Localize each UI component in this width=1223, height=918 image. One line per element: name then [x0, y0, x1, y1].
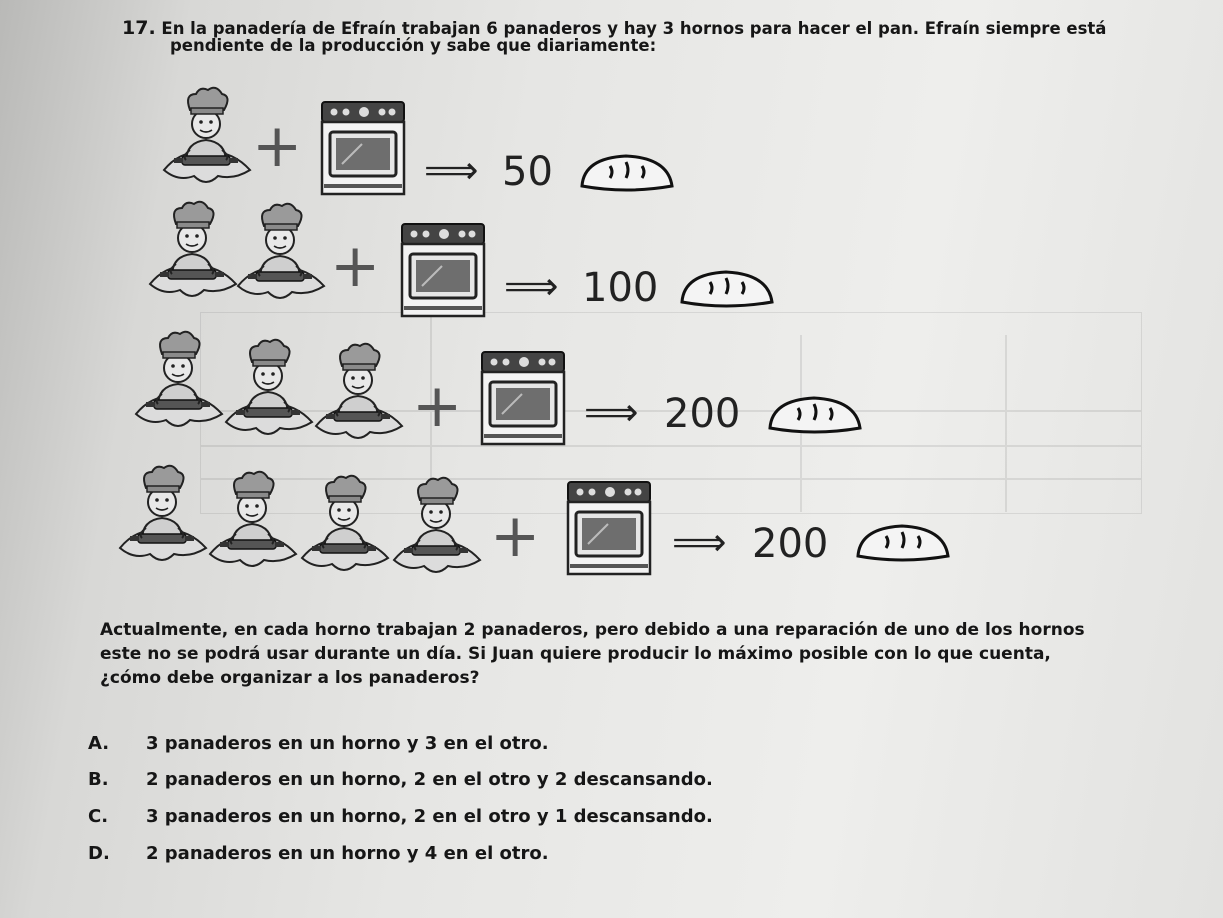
implies-arrow: ⟹ [424, 148, 479, 192]
bread-icon [676, 266, 776, 310]
bread-quantity: 100 [582, 265, 659, 311]
bread-quantity: 200 [752, 521, 829, 567]
implies-arrow: ⟹ [584, 390, 639, 434]
bread-icon [764, 392, 864, 436]
baker-icon [146, 198, 238, 308]
plus-sign: + [252, 111, 303, 181]
baker-icon [160, 84, 252, 194]
question-line-1: En la panadería de Efraín trabajan 6 panaderos y hay 3 hornos para hacer el pan. Efraín siempre está [161, 19, 1107, 38]
option-text: 2 panaderos en un horno, 2 en el otro y 2 descansando. [146, 769, 713, 790]
option-letter: B. [88, 769, 109, 790]
option-letter: D. [88, 843, 110, 864]
statement-line-2: este no se podrá usar durante un día. Si Juan quiere producir lo máximo posible con lo que cuenta, [100, 644, 1051, 664]
baker-icon [222, 336, 314, 446]
implies-arrow: ⟹ [504, 264, 559, 308]
problem-statement [100, 618, 1180, 690]
oven-icon [318, 98, 408, 198]
baker-icon [132, 328, 224, 438]
question-text [122, 17, 1112, 55]
bread-icon [576, 150, 676, 194]
option-letter: A. [88, 733, 110, 754]
plus-sign: + [490, 501, 541, 571]
option-text: 2 panaderos en un horno y 4 en el otro. [146, 843, 549, 864]
statement-line-1: Actualmente, en cada horno trabajan 2 panaderos, pero debido a una reparación de uno de los hornos [100, 620, 1085, 640]
option-a[interactable] [88, 733, 549, 755]
option-text: 3 panaderos en un horno y 3 en el otro. [146, 733, 549, 754]
implies-arrow: ⟹ [672, 520, 727, 564]
plus-sign: + [412, 371, 463, 441]
statement-line-3: ¿cómo debe organizar a los panaderos? [100, 668, 480, 688]
oven-icon [398, 220, 488, 320]
baker-icon [298, 472, 390, 582]
baker-icon [390, 474, 482, 584]
option-d[interactable] [88, 843, 549, 865]
option-c[interactable] [88, 806, 713, 828]
baker-icon [206, 468, 298, 578]
baker-icon [234, 200, 326, 310]
option-text: 3 panaderos en un horno, 2 en el otro y 1 descansando. [146, 806, 713, 827]
oven-icon [478, 348, 568, 448]
option-b[interactable] [88, 769, 713, 791]
baker-icon [312, 340, 404, 450]
question-line-2: pendiente de la producción y sabe que diariamente: [170, 36, 657, 55]
oven-icon [564, 478, 654, 578]
bread-icon [852, 520, 952, 564]
plus-sign: + [330, 231, 381, 301]
question-number: 17. [122, 17, 156, 39]
bread-quantity: 200 [664, 391, 741, 437]
baker-icon [116, 462, 208, 572]
bread-quantity: 50 [502, 149, 553, 195]
option-letter: C. [88, 806, 109, 827]
